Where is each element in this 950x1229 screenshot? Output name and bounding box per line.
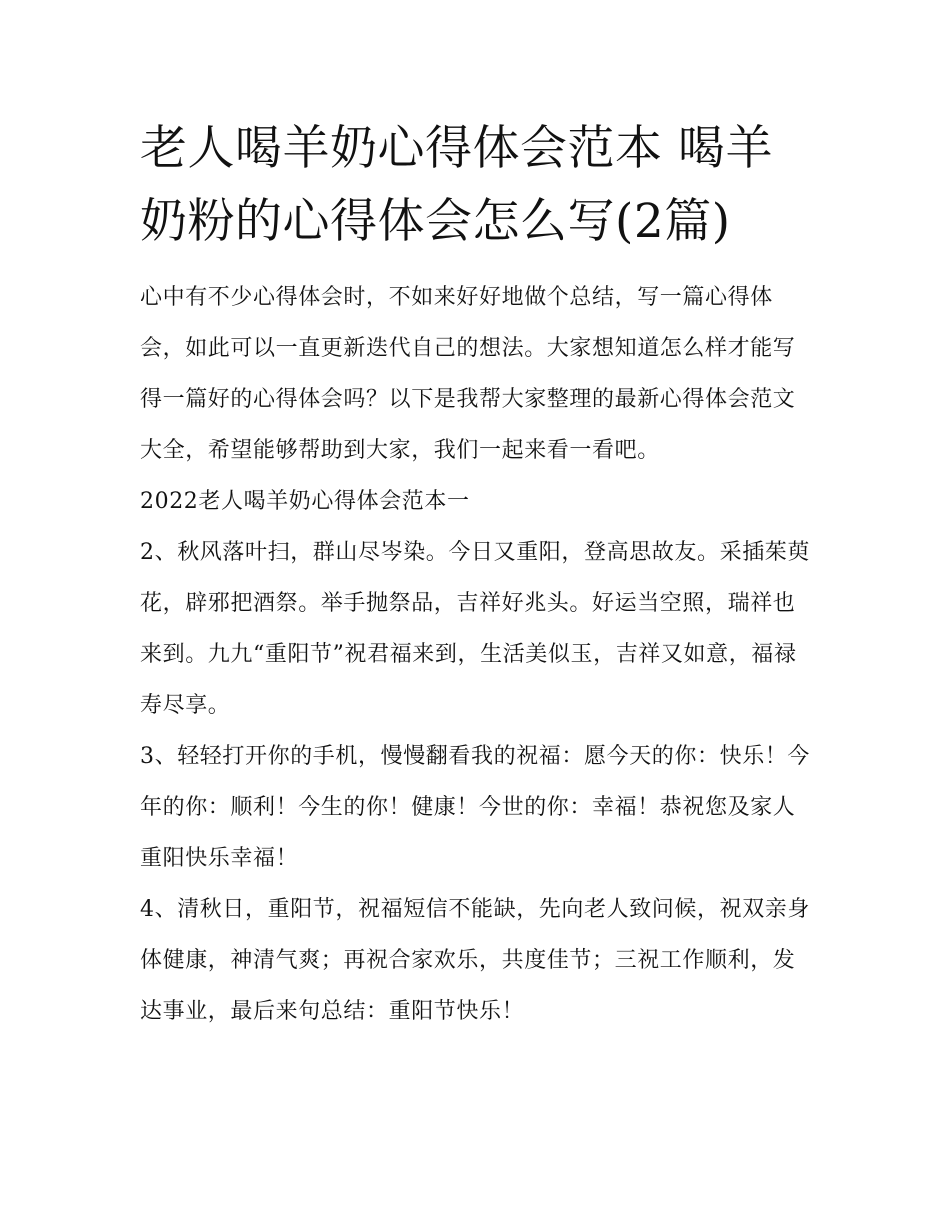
section-heading: 2022老人喝羊奶心得体会范本一 xyxy=(140,489,470,514)
list-item: 4、清秋日，重阳节，祝福短信不能缺，先向老人致问候，祝双亲身体健康，神清气爽；再祝合家欢乐，共度佳节；三祝工作顺利，发达事业，最后来句总结：重阳节快乐！ xyxy=(140,897,810,1024)
list-item: 3、轻轻打开你的手机，慢慢翻看我的祝福：愿今天的你：快乐！今年的你：顺利！今生的你！健康！今世的你：幸福！恭祝您及家人重阳快乐幸福！ xyxy=(140,744,810,871)
document-body xyxy=(140,112,815,1037)
document-title: 老人喝羊奶心得体会范本 喝羊奶粉的心得体会怎么写(2篇) xyxy=(140,121,773,249)
list-item: 2、秋风落叶扫，群山尽岑染。今日又重阳，登高思故友。采插茱萸花，辟邪把酒祭。举手抛祭品，吉祥好兆头。好运当空照，瑞祥也来到。九九“重阳节”祝君福来到，生活美似玉，吉祥又如意，福禄寿尽享。 xyxy=(140,540,810,718)
intro-paragraph: 心中有不少心得体会时，不如来好好地做个总结，写一篇心得体会，如此可以一直更新迭代自己的想法。大家想知道怎么样才能写得一篇好的心得体会吗？以下是我帮大家整理的最新心得体会范文大全，希望能够帮助到大家，我们一起来看一看吧。 xyxy=(140,285,796,463)
